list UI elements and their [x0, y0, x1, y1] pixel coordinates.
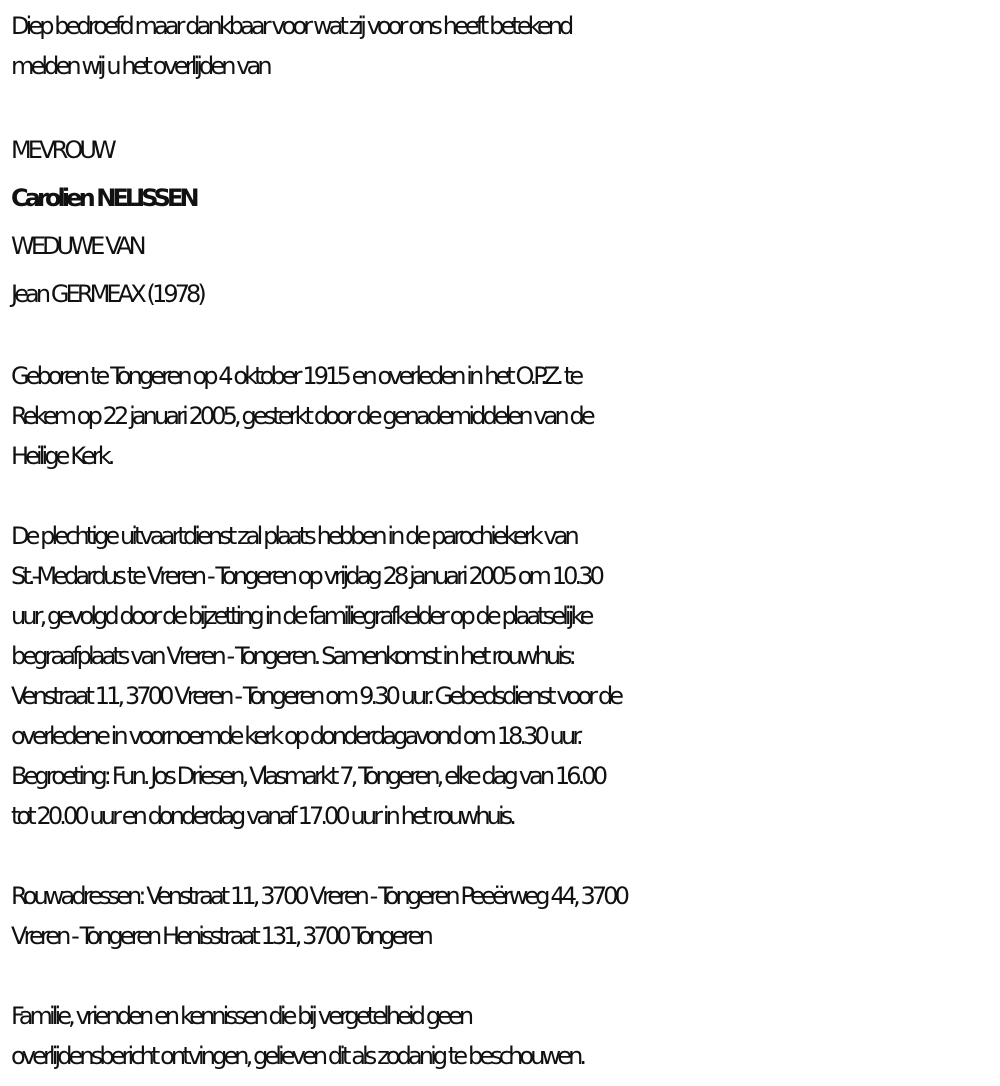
text-line: tot 20.00 uur en donderdag vanaf 17.00 uur in het rouwhuis. — [11, 802, 514, 830]
widow-label: WEDUWE VAN — [11, 232, 143, 260]
paragraph-gap — [11, 476, 996, 516]
spouse-name: Jean GERMEAX (1978) — [11, 280, 203, 308]
intro-paragraph — [11, 6, 996, 86]
text-line: Geboren te Tongeren op 4 oktober 1915 en overleden in het O.P.Z. te — [11, 362, 581, 390]
text-line: overledene in voornoemde kerk op donderdagavond om 18.30 uur. — [11, 722, 580, 750]
text-line: overlijdensbericht ontvingen, gelieven dit als zodanig te beschouwen. — [11, 1042, 584, 1070]
text-line: Begroeting: Fun. Jos Driesen, Vlasmarkt 7, Tongeren, elke dag van 16.00 — [11, 762, 605, 790]
deceased-block — [11, 126, 996, 318]
paragraph-gap — [11, 836, 996, 876]
paragraph-gap — [11, 956, 996, 996]
addresses-paragraph — [11, 876, 996, 956]
text-line: begraafplaats van Vreren - Tongeren. Samenkomst in het rouwhuis: — [11, 642, 573, 670]
text-line: uur, gevolgd door de bijzetting in de familiegrafkelder op de plaatselijke — [11, 602, 591, 630]
text-line: Vreren - Tongeren Henisstraat 131, 3700 Tongeren — [11, 922, 430, 950]
text-line: Heilige Kerk. — [11, 442, 112, 470]
text-line: Venstraat 11, 3700 Vreren - Tongeren om 9.30 uur. Gebedsdienst voor de — [11, 682, 621, 710]
text-line: Familie, vrienden en kennissen die bij vergetelheid geen — [11, 1002, 471, 1030]
funeral-paragraph — [11, 516, 996, 836]
deceased-name: Carolien NELISSEN — [11, 184, 196, 212]
text-line: Rouwadressen: Venstraat 11, 3700 Vreren - Tongeren Peeërweg 44, 3700 — [11, 882, 627, 910]
text-line: Rekem op 22 januari 2005, gesterkt door de genademiddelen van de — [11, 402, 592, 430]
closing-paragraph — [11, 996, 996, 1076]
obituary-notice — [11, 0, 996, 1076]
birth-death-paragraph — [11, 356, 996, 476]
text-line: St.-Medardus te Vreren - Tongeren op vrijdag 28 januari 2005 om 10.30 — [11, 562, 601, 590]
text-line: Diep bedroefd maar dankbaar voor wat zij voor ons heeft betekend — [11, 12, 571, 40]
paragraph-gap — [11, 86, 996, 126]
title-label: MEVROUW — [11, 136, 113, 164]
paragraph-gap — [11, 318, 996, 356]
text-line: De plechtige uitvaartdienst zal plaats hebben in de parochiekerk van — [11, 522, 576, 550]
text-line: melden wij u het overlijden van — [11, 52, 269, 80]
